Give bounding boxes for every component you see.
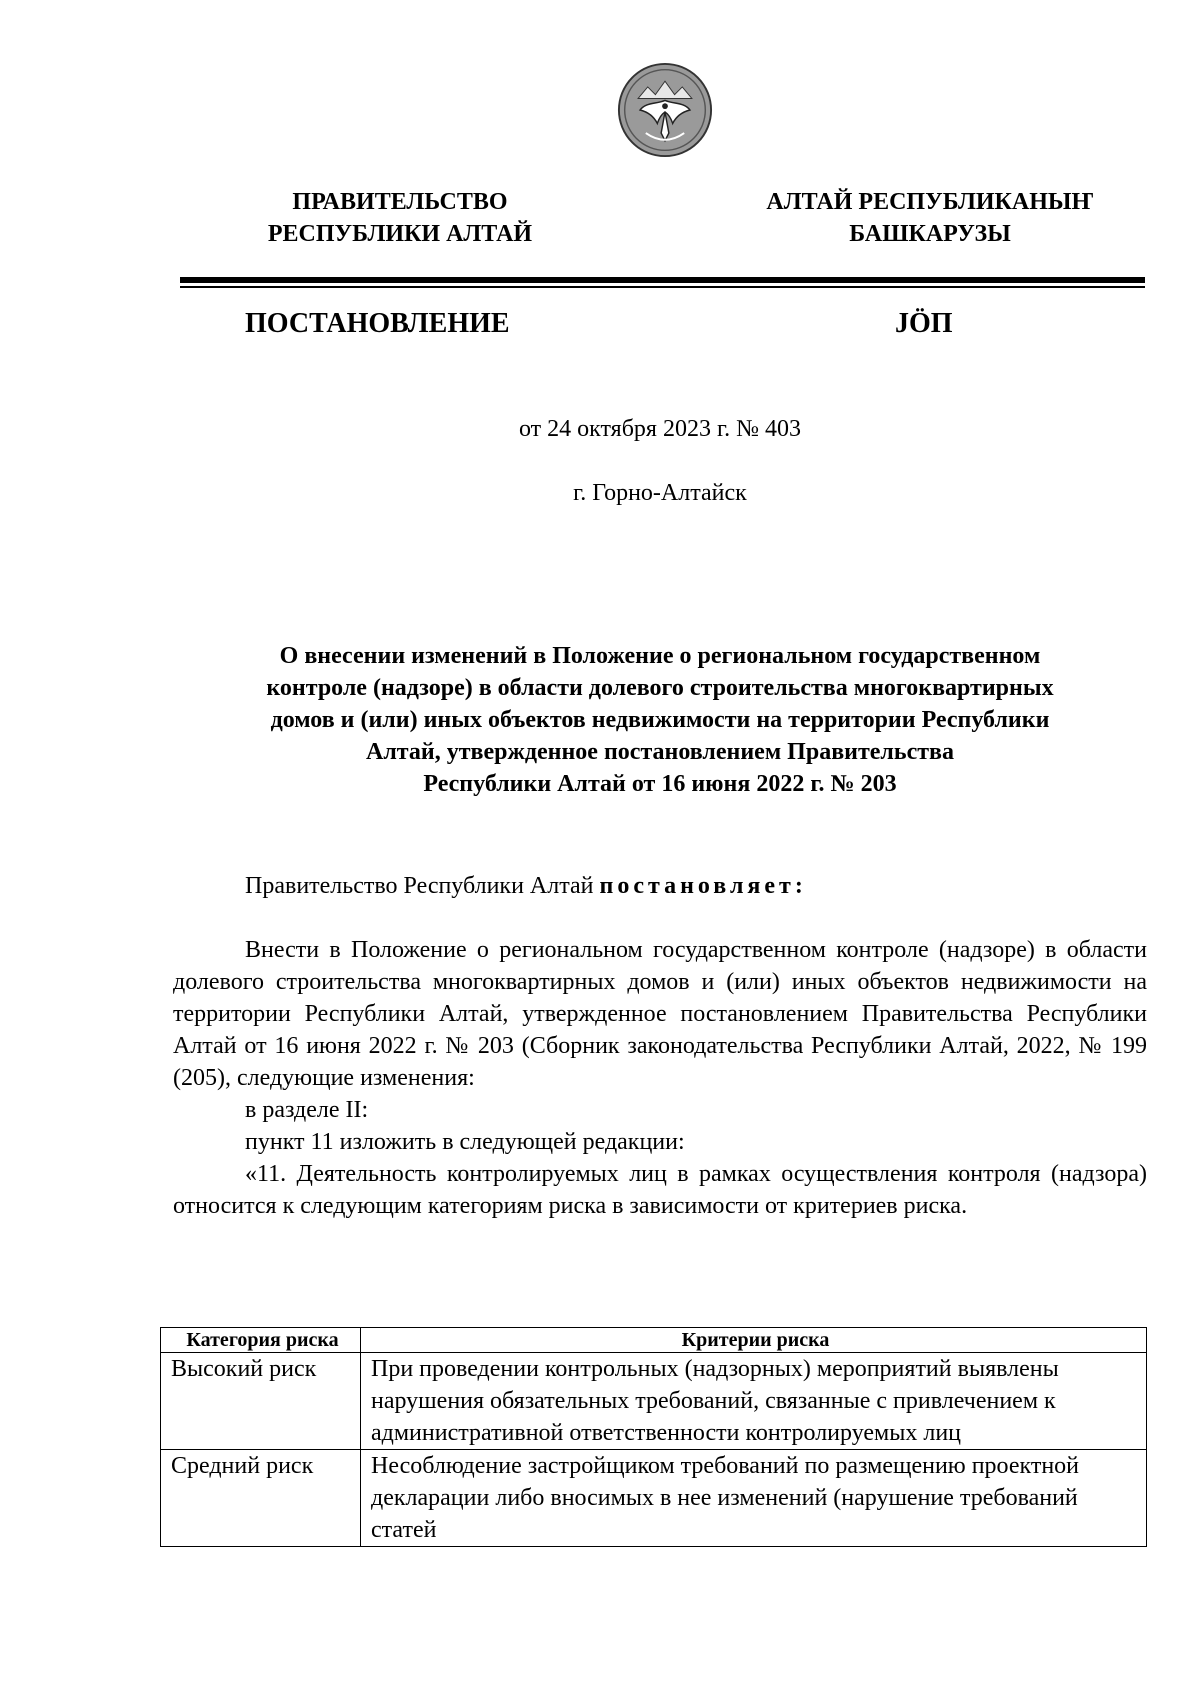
table-row xyxy=(161,1353,1147,1450)
coat-of-arms-emblem xyxy=(617,62,713,158)
document-city: г. Горно-Алтайск xyxy=(573,480,747,506)
title-line: домов и (или) иных объектов недвижимости на территории Республики xyxy=(270,707,1050,733)
paragraph: в разделе II: xyxy=(245,1097,369,1123)
header-right xyxy=(720,186,1140,250)
header-left-line1: ПРАВИТЕЛЬСТВО xyxy=(292,189,508,215)
header-left-line2: РЕСПУБЛИКИ АЛТАЙ xyxy=(267,221,533,247)
document-date-number: от 24 октября 2023 г. № 403 xyxy=(518,416,801,442)
resolves-keyword: постановляет: xyxy=(599,873,807,899)
title-line: контроле (надзоре) в области долевого строительства многоквартирных xyxy=(266,675,1054,701)
doc-type-altai: JÖП xyxy=(895,308,953,339)
risk-criteria-table xyxy=(160,1327,1147,1547)
title-line: Алтай, утвержденное постановлением Правительства xyxy=(366,739,954,765)
paragraph: «11. Деятельность контролируемых лиц в рамках осуществления контроля (надзора) относится к следующим категориям риска в зависимости от критериев риска. xyxy=(173,1161,1147,1219)
table-cell-criteria: При проведении контрольных (надзорных) мероприятий выявлены нарушения обязательных требований, связанные с привлечением к административной ответственности контролируемых лиц xyxy=(361,1353,1147,1450)
table-cell-criteria: Несоблюдение застройщиком требований по размещению проектной декларации либо вносимых в нее изменений (нарушение требований статей xyxy=(361,1450,1147,1547)
header-left xyxy=(200,186,600,250)
header-divider-thick xyxy=(180,277,1145,283)
table-header-category: Категория риска xyxy=(161,1328,361,1353)
header-divider-thin xyxy=(180,286,1145,288)
resolves-text: Правительство Республики Алтай xyxy=(245,873,600,899)
header-right-line2: БАШКАРУЗЫ xyxy=(849,221,1011,247)
table-header-row xyxy=(161,1328,1147,1353)
table-cell-category: Средний риск xyxy=(161,1450,361,1547)
document-title xyxy=(180,640,1140,800)
resolves-line xyxy=(173,870,1147,902)
table-row xyxy=(161,1450,1147,1547)
table-header-criteria: Критерии риска xyxy=(361,1328,1147,1353)
table-cell-category: Высокий риск xyxy=(161,1353,361,1450)
paragraph: Внести в Положение о региональном государственном контроле (надзоре) в области долевого строительства многоквартирных домов и (или) иных объектов недвижимости на территории Республики Алтай, утвержденное постановлением Правительства Республики Алтай от 16 июня 2022 г. № 203 (Сборник законодательства Республики Алтай, 2022, № 199 (205), следующие изменения: xyxy=(173,937,1147,1091)
paragraph: пункт 11 изложить в следующей редакции: xyxy=(245,1129,685,1155)
header-right-line1: АЛТАЙ РЕСПУБЛИКАНЫҤ xyxy=(766,189,1094,215)
doc-type-russian: ПОСТАНОВЛЕНИЕ xyxy=(245,308,510,339)
main-text xyxy=(173,934,1147,1222)
title-line: О внесении изменений в Положение о региональном государственном xyxy=(279,643,1041,669)
title-line: Республики Алтай от 16 июня 2022 г. № 203 xyxy=(423,771,897,797)
